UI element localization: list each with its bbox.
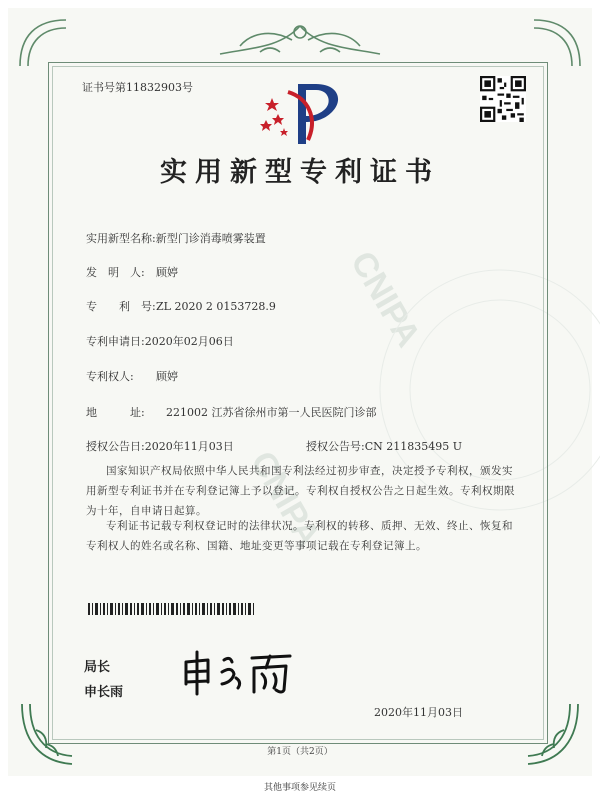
page-number: 第1页（共2页） — [267, 747, 333, 757]
field-label: 专 利 号: — [86, 300, 156, 313]
handwritten-signature — [178, 648, 298, 696]
utility-model-name-row — [86, 230, 266, 246]
field-label: 地 址: — [86, 406, 145, 419]
field-value: CN 211835495 U — [364, 440, 463, 453]
grant-number-row — [306, 438, 462, 454]
barcode-icon — [88, 603, 254, 615]
field-value: 新型门诊消毒喷雾装置 — [155, 232, 266, 245]
qr-code-icon[interactable] — [480, 76, 526, 122]
address-row — [86, 404, 377, 420]
director-title: 局长 — [84, 660, 111, 675]
corner-ornament-icon — [16, 700, 76, 770]
field-value: 2020年02月06日 — [144, 335, 234, 348]
page-title: 实用新型专利证书 — [160, 157, 440, 188]
field-label: 授权公告日: — [86, 440, 145, 453]
field-label: 专利申请日: — [86, 335, 145, 348]
patentee-row — [86, 368, 178, 384]
field-label: 授权公告号: — [306, 440, 365, 453]
patent-number-row — [86, 298, 276, 314]
inventor-row — [86, 264, 178, 280]
svg-text:CNIPA: CNIPA — [343, 245, 428, 354]
field-value: 顾婷 — [156, 266, 178, 279]
certificate-paragraph: 国家知识产权局依照中华人民共和国专利法经过初步审查，决定授予专利权，颁发实用新型专利证书并在专利登记簿上予以登记。专利权自授权公告之日起生效。专利权期限为十年，自申请日起算。 — [86, 465, 515, 517]
issue-date: 2020年11月03日 — [374, 706, 463, 719]
grant-date-row — [86, 438, 234, 454]
top-ornament-icon — [200, 18, 400, 62]
director-name: 申长雨 — [84, 685, 124, 700]
field-value: 221002 江苏省徐州市第一人民医院门诊部 — [166, 406, 377, 419]
svg-text:CNIPA: CNIPA — [243, 445, 328, 554]
field-value: 顾婷 — [156, 370, 178, 383]
corner-ornament-icon — [530, 16, 584, 70]
field-label: 发 明 人: — [86, 266, 145, 279]
corner-ornament-icon — [524, 700, 584, 770]
certificate-number: 证书号第11832903号 — [82, 81, 193, 94]
footer-note: 其他事项参见续页 — [263, 783, 336, 793]
field-label: 实用新型名称: — [86, 232, 156, 245]
field-value: ZL 2020 2 0153728.9 — [156, 300, 276, 313]
field-value: 2020年11月03日 — [144, 440, 234, 453]
filing-date-row — [86, 333, 234, 349]
certificate-paragraph: 专利证书记载专利权登记时的法律状况。专利权的转移、质押、无效、终止、恢复和专利权人的姓名或名称、国籍、地址变更等事项记载在专利登记簿上。 — [86, 520, 513, 552]
corner-ornament-icon — [16, 16, 70, 70]
cnipa-logo-icon — [258, 78, 348, 146]
field-label: 专利权人: — [86, 370, 134, 383]
